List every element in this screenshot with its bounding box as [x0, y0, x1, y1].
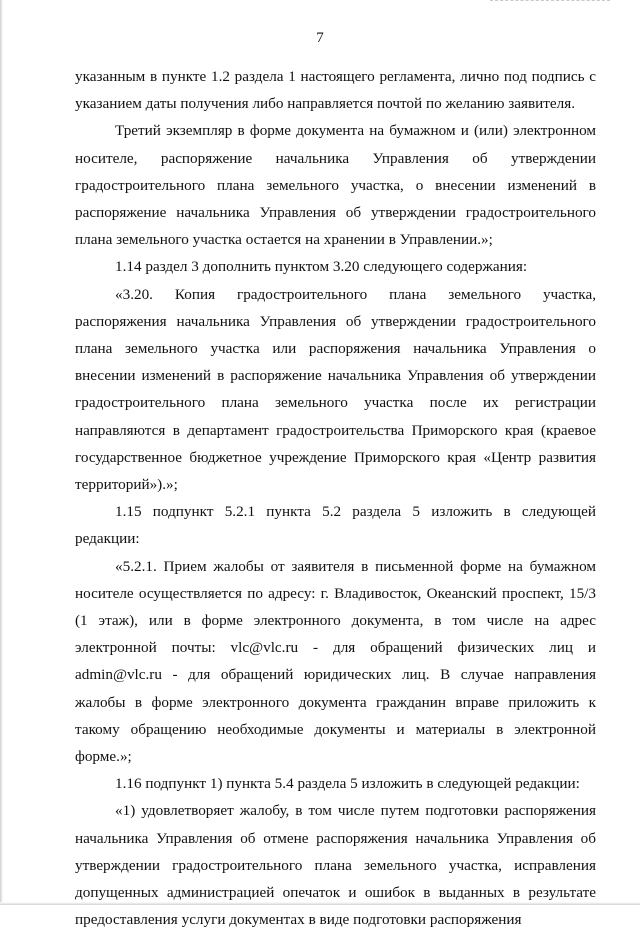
- scan-edge-top: [490, 0, 610, 3]
- page-number: 7: [316, 30, 324, 46]
- document-body: [75, 63, 596, 934]
- paragraph-7: 1.16 подпункт 1) пункта 5.4 раздела 5 изложить в следующей редакции:: [115, 775, 580, 793]
- paragraph-6: «5.2.1. Прием жалобы от заявителя в письменной форме на бумажном носителе осуществляется по адресу: г. Владивосток, Океанский проспект, 15/3 (1 этаж), или в форме электронного документа, в том числе на адрес электронной почты: vlc@vlc.ru - для обращений физических лиц и admin@vlc.ru - для обращений юридических лиц. В случае направления жалобы в форме электронного документа гражданин вправе приложить к такому обращению необходимые документы и материалы в электронной форме.»;: [75, 557, 596, 766]
- paragraph-2: Третий экземпляр в форме документа на бумажном и (или) электронном носителе, распоряжение начальника Управления об утверждении градостроительного плана земельного участка, о внесении изменений в распоряжение начальника Управления об утверждении градостроительного плана земельного участка остается на хранении в Управлении.»;: [75, 122, 596, 249]
- paragraph-1: указанным в пункте 1.2 раздела 1 настоящего регламента, лично под подпись с указанием даты получения либо направляется почтой по желанию заявителя.: [75, 68, 596, 113]
- paragraph-5: 1.15 подпункт 5.2.1 пункта 5.2 раздела 5 изложить в следующей редакции:: [75, 503, 596, 548]
- paragraph-4: «3.20. Копия градостроительного плана земельного участка, распоряжения начальника Управления об утверждении градостроительного плана земельного участка или распоряжения начальника Управления о внесении изменений в распоряжение начальника Управления об утверждении градостроительного плана земельного участка после их регистрации направляются в департамент градостроительства Приморского края (краевое государственное бюджетное учреждение Приморского края «Центр развития территорий»).»;: [75, 285, 596, 494]
- scan-edge-left: [0, 0, 3, 905]
- paragraph-3: 1.14 раздел 3 дополнить пунктом 3.20 следующего содержания:: [115, 258, 528, 276]
- paragraph-8: «1) удовлетворяет жалобу, в том числе путем подготовки распоряжения начальника Управления об отмене распоряжения начальника Управления об утверждении градостроительного плана земельного участка, исправления допущенных администрацией опечаток и ошибок в выданных в результате предоставления услуги документах в виде подготовки распоряжения: [75, 802, 596, 929]
